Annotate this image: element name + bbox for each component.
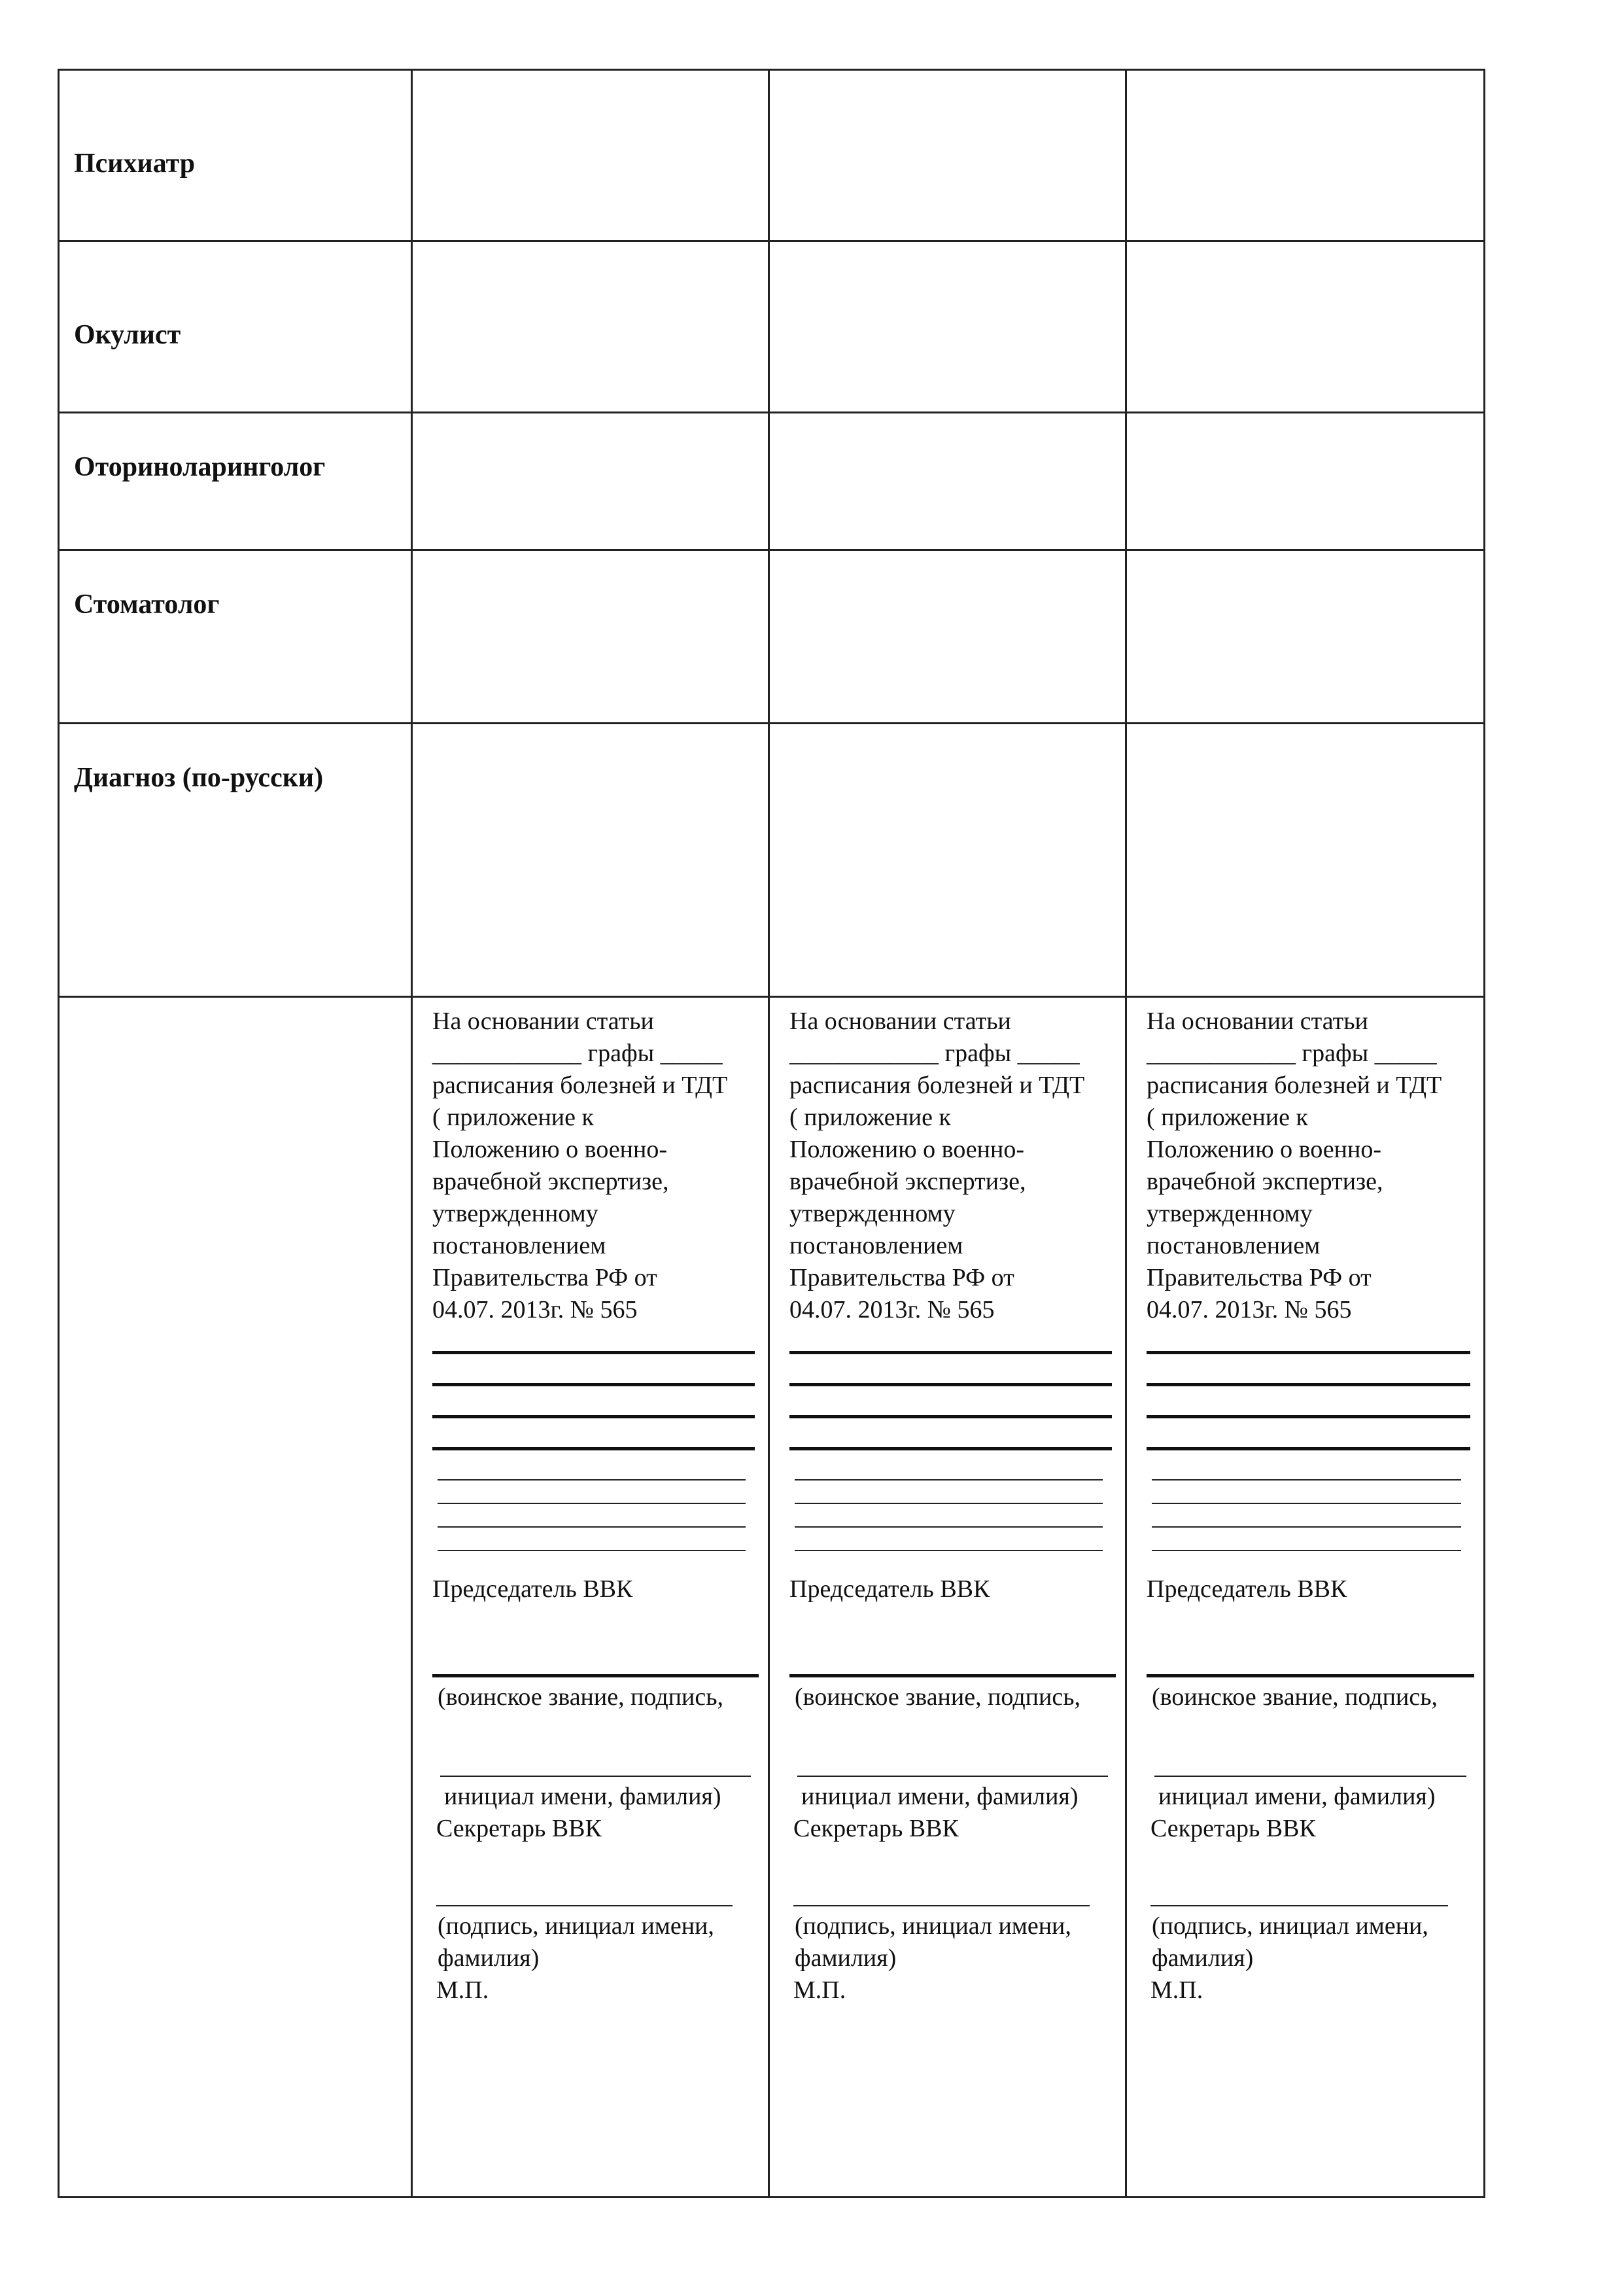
chairman-title: Председатель ВВК	[789, 1575, 990, 1603]
decision-text-line: врачебной экспертизе,	[1147, 1168, 1383, 1195]
table-row	[59, 413, 1485, 550]
verdict-line[interactable]	[438, 1526, 746, 1528]
verdict-line[interactable]	[789, 1447, 1112, 1450]
table-row	[59, 724, 1485, 997]
entry-cell[interactable]	[769, 413, 1126, 550]
decision-text-line	[789, 1038, 1116, 1070]
decision-text-line: утвержденному	[432, 1200, 598, 1227]
verdict-line[interactable]	[795, 1550, 1103, 1551]
article-blank[interactable]: ____________	[1147, 1040, 1296, 1067]
secretary-caption: (подпись, инициал имени,	[1152, 1912, 1428, 1940]
chairman-caption: (воинское звание, подпись,	[438, 1683, 724, 1711]
verdict-line[interactable]	[432, 1447, 755, 1450]
row-label-cell	[59, 70, 412, 241]
decision-block	[770, 998, 1125, 2006]
verdict-line[interactable]	[432, 1415, 755, 1418]
chairman-name-line[interactable]	[1154, 1776, 1466, 1777]
grafy-blank[interactable]: _____	[660, 1040, 723, 1067]
verdict-line[interactable]	[789, 1415, 1112, 1418]
decision-text-line: расписания болезней и ТДТ	[1147, 1072, 1442, 1099]
verdict-lines[interactable]	[789, 1351, 1116, 1551]
decision-text-line: врачебной экспертизе,	[789, 1168, 1026, 1195]
empty-label-cell	[59, 997, 412, 2198]
decision-text-line: ( приложение к	[1147, 1104, 1308, 1131]
decision-text-line: 04.07. 2013г. № 565	[432, 1296, 638, 1323]
secretary-title: Секретарь ВВК	[1150, 1815, 1316, 1842]
grafy-word: графы	[587, 1040, 655, 1067]
medical-commission-table	[58, 69, 1485, 2198]
stamp-place: М.П.	[1150, 1976, 1203, 2004]
decision-text-line: расписания болезней и ТДТ	[789, 1072, 1085, 1099]
chairman-signature-line[interactable]	[432, 1674, 759, 1677]
decision-text-line	[1147, 1038, 1474, 1070]
decision-text-line: На основании статьи	[1147, 1007, 1368, 1035]
entry-cell[interactable]	[412, 413, 769, 550]
verdict-line[interactable]	[1147, 1415, 1470, 1418]
verdict-line[interactable]	[1152, 1526, 1461, 1528]
table-row	[59, 550, 1485, 724]
article-blank[interactable]: ____________	[789, 1040, 939, 1067]
verdict-line[interactable]	[789, 1383, 1112, 1386]
grafy-word: графы	[1302, 1040, 1369, 1067]
decision-text-line: постановлением	[1147, 1232, 1321, 1259]
decision-text-line: Правительства РФ от	[789, 1264, 1014, 1291]
secretary-title: Секретарь ВВК	[793, 1815, 959, 1842]
entry-cell[interactable]	[1126, 550, 1485, 724]
verdict-line[interactable]	[1152, 1550, 1461, 1551]
chairman-caption: инициал имени, фамилия)	[801, 1783, 1079, 1810]
verdict-line[interactable]	[795, 1503, 1103, 1504]
decision-row	[59, 997, 1485, 2198]
verdict-line[interactable]	[795, 1479, 1103, 1480]
decision-text-line: Правительства РФ от	[1147, 1264, 1372, 1291]
chairman-name-line[interactable]	[797, 1776, 1108, 1777]
entry-cell[interactable]	[1126, 724, 1485, 997]
decision-text-line: На основании статьи	[432, 1007, 654, 1035]
verdict-line[interactable]	[795, 1526, 1103, 1528]
row-label-cell	[59, 724, 412, 997]
grafy-blank[interactable]: _____	[1017, 1040, 1080, 1067]
entry-cell[interactable]	[1126, 70, 1485, 241]
decision-text-line: 04.07. 2013г. № 565	[789, 1296, 995, 1323]
decision-text-line	[432, 1038, 759, 1070]
secretary-caption: (подпись, инициал имени,	[438, 1912, 714, 1940]
row-label: Психиатр	[74, 149, 196, 179]
secretary-title: Секретарь ВВК	[436, 1815, 602, 1842]
secretary-caption: фамилия)	[795, 1944, 897, 1972]
verdict-line[interactable]	[1147, 1447, 1470, 1450]
stamp-place: М.П.	[793, 1976, 846, 2004]
chairman-signature-line[interactable]	[1147, 1674, 1474, 1677]
verdict-lines[interactable]	[432, 1351, 759, 1551]
decision-cell	[769, 997, 1126, 2198]
row-label: Оториноларинголог	[74, 452, 326, 482]
decision-text-line: На основании статьи	[789, 1007, 1011, 1035]
row-label: Стоматолог	[74, 589, 220, 620]
chairman-signature-line[interactable]	[789, 1674, 1116, 1677]
chairman-title: Председатель ВВК	[1147, 1575, 1347, 1603]
verdict-line[interactable]	[438, 1479, 746, 1480]
decision-text-line: Положению о военно-	[789, 1136, 1024, 1163]
grafy-blank[interactable]: _____	[1374, 1040, 1437, 1067]
decision-text-line: утвержденному	[789, 1200, 956, 1227]
entry-cell[interactable]	[412, 70, 769, 241]
chairman-caption: (воинское звание, подпись,	[795, 1683, 1081, 1711]
verdict-line[interactable]	[1152, 1503, 1461, 1504]
verdict-line[interactable]	[438, 1503, 746, 1504]
verdict-line[interactable]	[432, 1383, 755, 1386]
secretary-caption: (подпись, инициал имени,	[795, 1912, 1071, 1940]
entry-cell[interactable]	[412, 724, 769, 997]
stamp-place: М.П.	[436, 1976, 489, 2004]
decision-text-line: Правительства РФ от	[432, 1264, 657, 1291]
decision-text-line: ( приложение к	[432, 1104, 594, 1131]
decision-cell	[412, 997, 769, 2198]
verdict-line[interactable]	[1147, 1351, 1470, 1354]
row-label: Окулист	[74, 320, 181, 350]
chairman-caption: инициал имени, фамилия)	[444, 1783, 721, 1810]
entry-cell[interactable]	[769, 550, 1126, 724]
verdict-line[interactable]	[789, 1351, 1112, 1354]
chairman-caption: инициал имени, фамилия)	[1158, 1783, 1436, 1810]
decision-text-line: врачебной экспертизе,	[432, 1168, 669, 1195]
verdict-line[interactable]	[432, 1351, 755, 1354]
chairman-caption: (воинское звание, подпись,	[1152, 1683, 1438, 1711]
secretary-signature-line[interactable]	[793, 1905, 1090, 1906]
entry-cell[interactable]	[769, 724, 1126, 997]
decision-block	[413, 998, 768, 2006]
row-label-cell	[59, 550, 412, 724]
verdict-line[interactable]	[438, 1550, 746, 1551]
verdict-line[interactable]	[1152, 1479, 1461, 1480]
decision-text-line: 04.07. 2013г. № 565	[1147, 1296, 1352, 1323]
decision-text-line: расписания болезней и ТДТ	[432, 1072, 728, 1099]
entry-cell[interactable]	[769, 241, 1126, 413]
secretary-signature-line[interactable]	[436, 1905, 733, 1906]
decision-text-line: Положению о военно-	[1147, 1136, 1381, 1163]
decision-text-line: Положению о военно-	[432, 1136, 667, 1163]
grafy-word: графы	[944, 1040, 1012, 1067]
chairman-title: Председатель ВВК	[432, 1575, 633, 1603]
decision-text-line: ( приложение к	[789, 1104, 951, 1131]
row-label-cell	[59, 413, 412, 550]
table-row	[59, 70, 1485, 241]
secretary-caption: фамилия)	[438, 1944, 540, 1972]
table-row	[59, 241, 1485, 413]
secretary-caption: фамилия)	[1152, 1944, 1254, 1972]
verdict-line[interactable]	[1147, 1383, 1470, 1386]
entry-cell[interactable]	[1126, 413, 1485, 550]
row-label: Диагноз (по-русски)	[74, 763, 324, 793]
entry-cell[interactable]	[412, 241, 769, 413]
decision-text-line: постановлением	[789, 1232, 963, 1259]
row-label-cell	[59, 241, 412, 413]
entry-cell[interactable]	[1126, 241, 1485, 413]
decision-text-line: утвержденному	[1147, 1200, 1313, 1227]
decision-cell	[1126, 997, 1485, 2198]
secretary-signature-line[interactable]	[1150, 1905, 1448, 1906]
entry-cell[interactable]	[769, 70, 1126, 241]
verdict-lines[interactable]	[1147, 1351, 1474, 1551]
chairman-name-line[interactable]	[440, 1776, 751, 1777]
decision-block	[1127, 998, 1483, 2006]
entry-cell[interactable]	[412, 550, 769, 724]
decision-text-line: постановлением	[432, 1232, 606, 1259]
article-blank[interactable]: ____________	[432, 1040, 581, 1067]
